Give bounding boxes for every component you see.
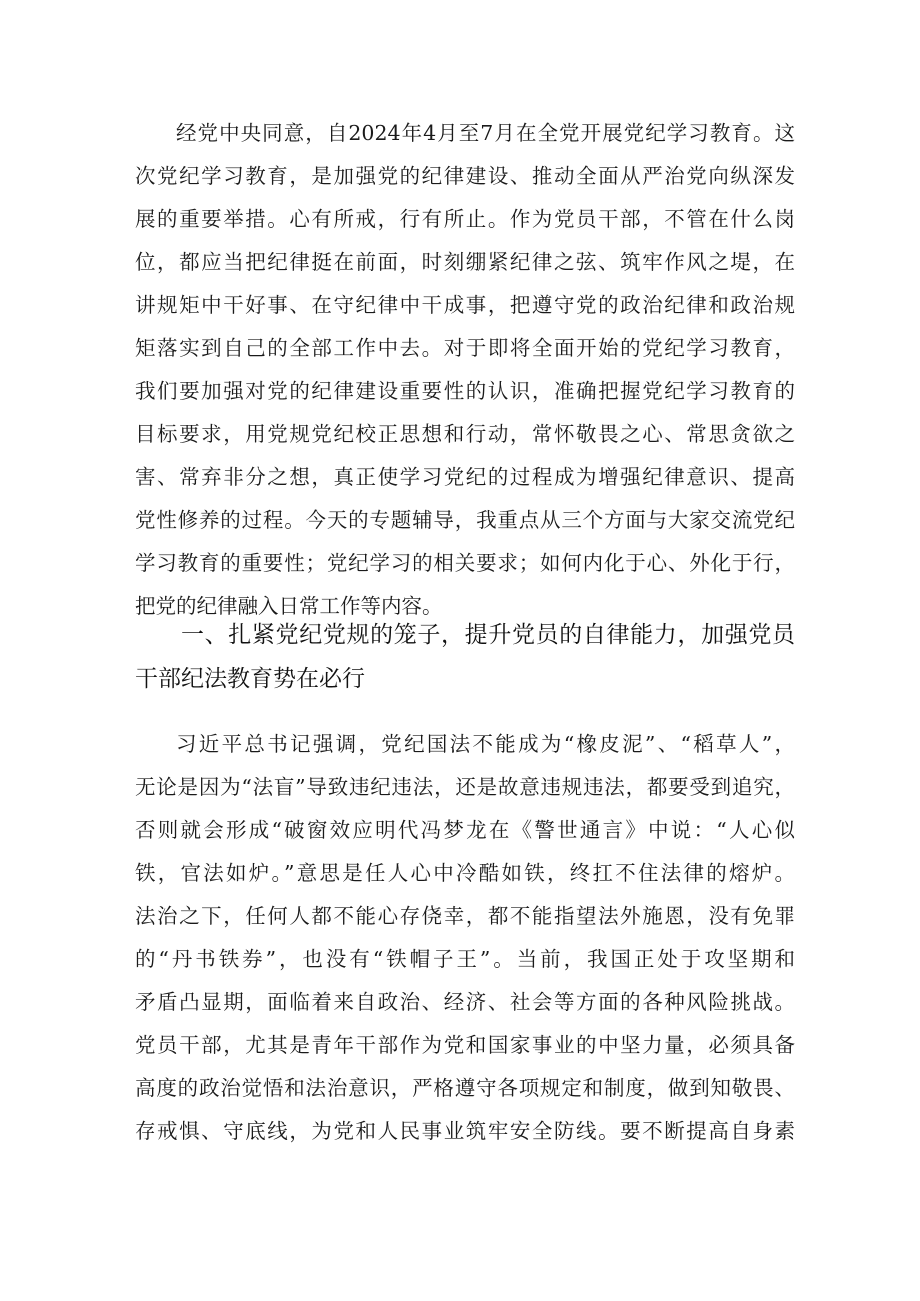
text-line: 否则就会形成“破窗效应明代冯梦龙在《警世通言》中说：“人心似 <box>135 818 795 842</box>
section-paragraph <box>135 723 795 1153</box>
text-line: 害、常弃非分之想，真正使学习党纪的过程成为增强纪律意识、提高 <box>135 465 795 489</box>
text-line: 铁，官法如炉。”意思是任人心中冷酷如铁，终扛不住法律的熔炉。 <box>135 861 795 885</box>
text-line: 位，都应当把纪律挺在前面，时刻绷紧纪律之弦、筑牢作风之堤，在 <box>135 250 795 274</box>
text-line: 经党中央同意，自2024年4月至7月在全党开展党纪学习教育。这 <box>176 121 795 145</box>
text-line: 无论是因为“法盲”导致违纪违法，还是故意违规违法，都要受到追究， <box>135 775 795 799</box>
text-line: 学习教育的重要性；党纪学习的相关要求；如何内化于心、外化于行， <box>135 551 795 575</box>
text-line: 展的重要举措。心有所戒，行有所止。作为党员干部，不管在什么岗 <box>135 207 795 231</box>
text-line: 矩落实到自己的全部工作中去。对于即将全面开始的党纪学习教育， <box>135 336 795 360</box>
text-line: 法治之下，任何人都不能心存侥幸，都不能指望法外施恩，没有免罪 <box>135 904 795 928</box>
text-line: 目标要求，用党规党纪校正思想和行动，常怀敬畏之心、常思贪欲之 <box>135 422 795 446</box>
heading-line: 一、扎紧党纪党规的笼子，提升党员的自律能力，加强党员 <box>181 622 795 648</box>
heading-line: 干部纪法教育势在必行 <box>135 666 365 692</box>
text-line: 存戒惧、守底线，为党和人民事业筑牢安全防线。要不断提高自身素 <box>135 1119 795 1143</box>
section-heading <box>135 613 795 701</box>
text-line: 党员干部，尤其是青年干部作为党和国家事业的中坚力量，必须具备 <box>135 1033 795 1057</box>
text-line: 习近平总书记强调，党纪国法不能成为“橡皮泥”、“稻草人”， <box>176 732 795 756</box>
intro-paragraph <box>135 112 795 628</box>
text-line: 矛盾凸显期，面临着来自政治、经济、社会等方面的各种风险挑战。 <box>135 990 795 1014</box>
text-line: 讲规矩中干好事、在守纪律中干成事，把遵守党的政治纪律和政治规 <box>135 293 795 317</box>
text-line: 我们要加强对党的纪律建设重要性的认识，准确把握党纪学习教育的 <box>135 379 795 403</box>
text-line: 把党的纪律融入日常工作等内容。 <box>135 594 443 618</box>
text-line: 的“丹书铁券”，也没有“铁帽子王”。当前，我国正处于攻坚期和 <box>135 947 795 971</box>
text-line: 高度的政治觉悟和法治意识，严格遵守各项规定和制度，做到知敬畏、 <box>135 1076 795 1100</box>
text-line: 党性修养的过程。今天的专题辅导，我重点从三个方面与大家交流党纪 <box>135 508 795 532</box>
text-line: 次党纪学习教育，是加强党的纪律建设、推动全面从严治党向纵深发 <box>135 164 795 188</box>
